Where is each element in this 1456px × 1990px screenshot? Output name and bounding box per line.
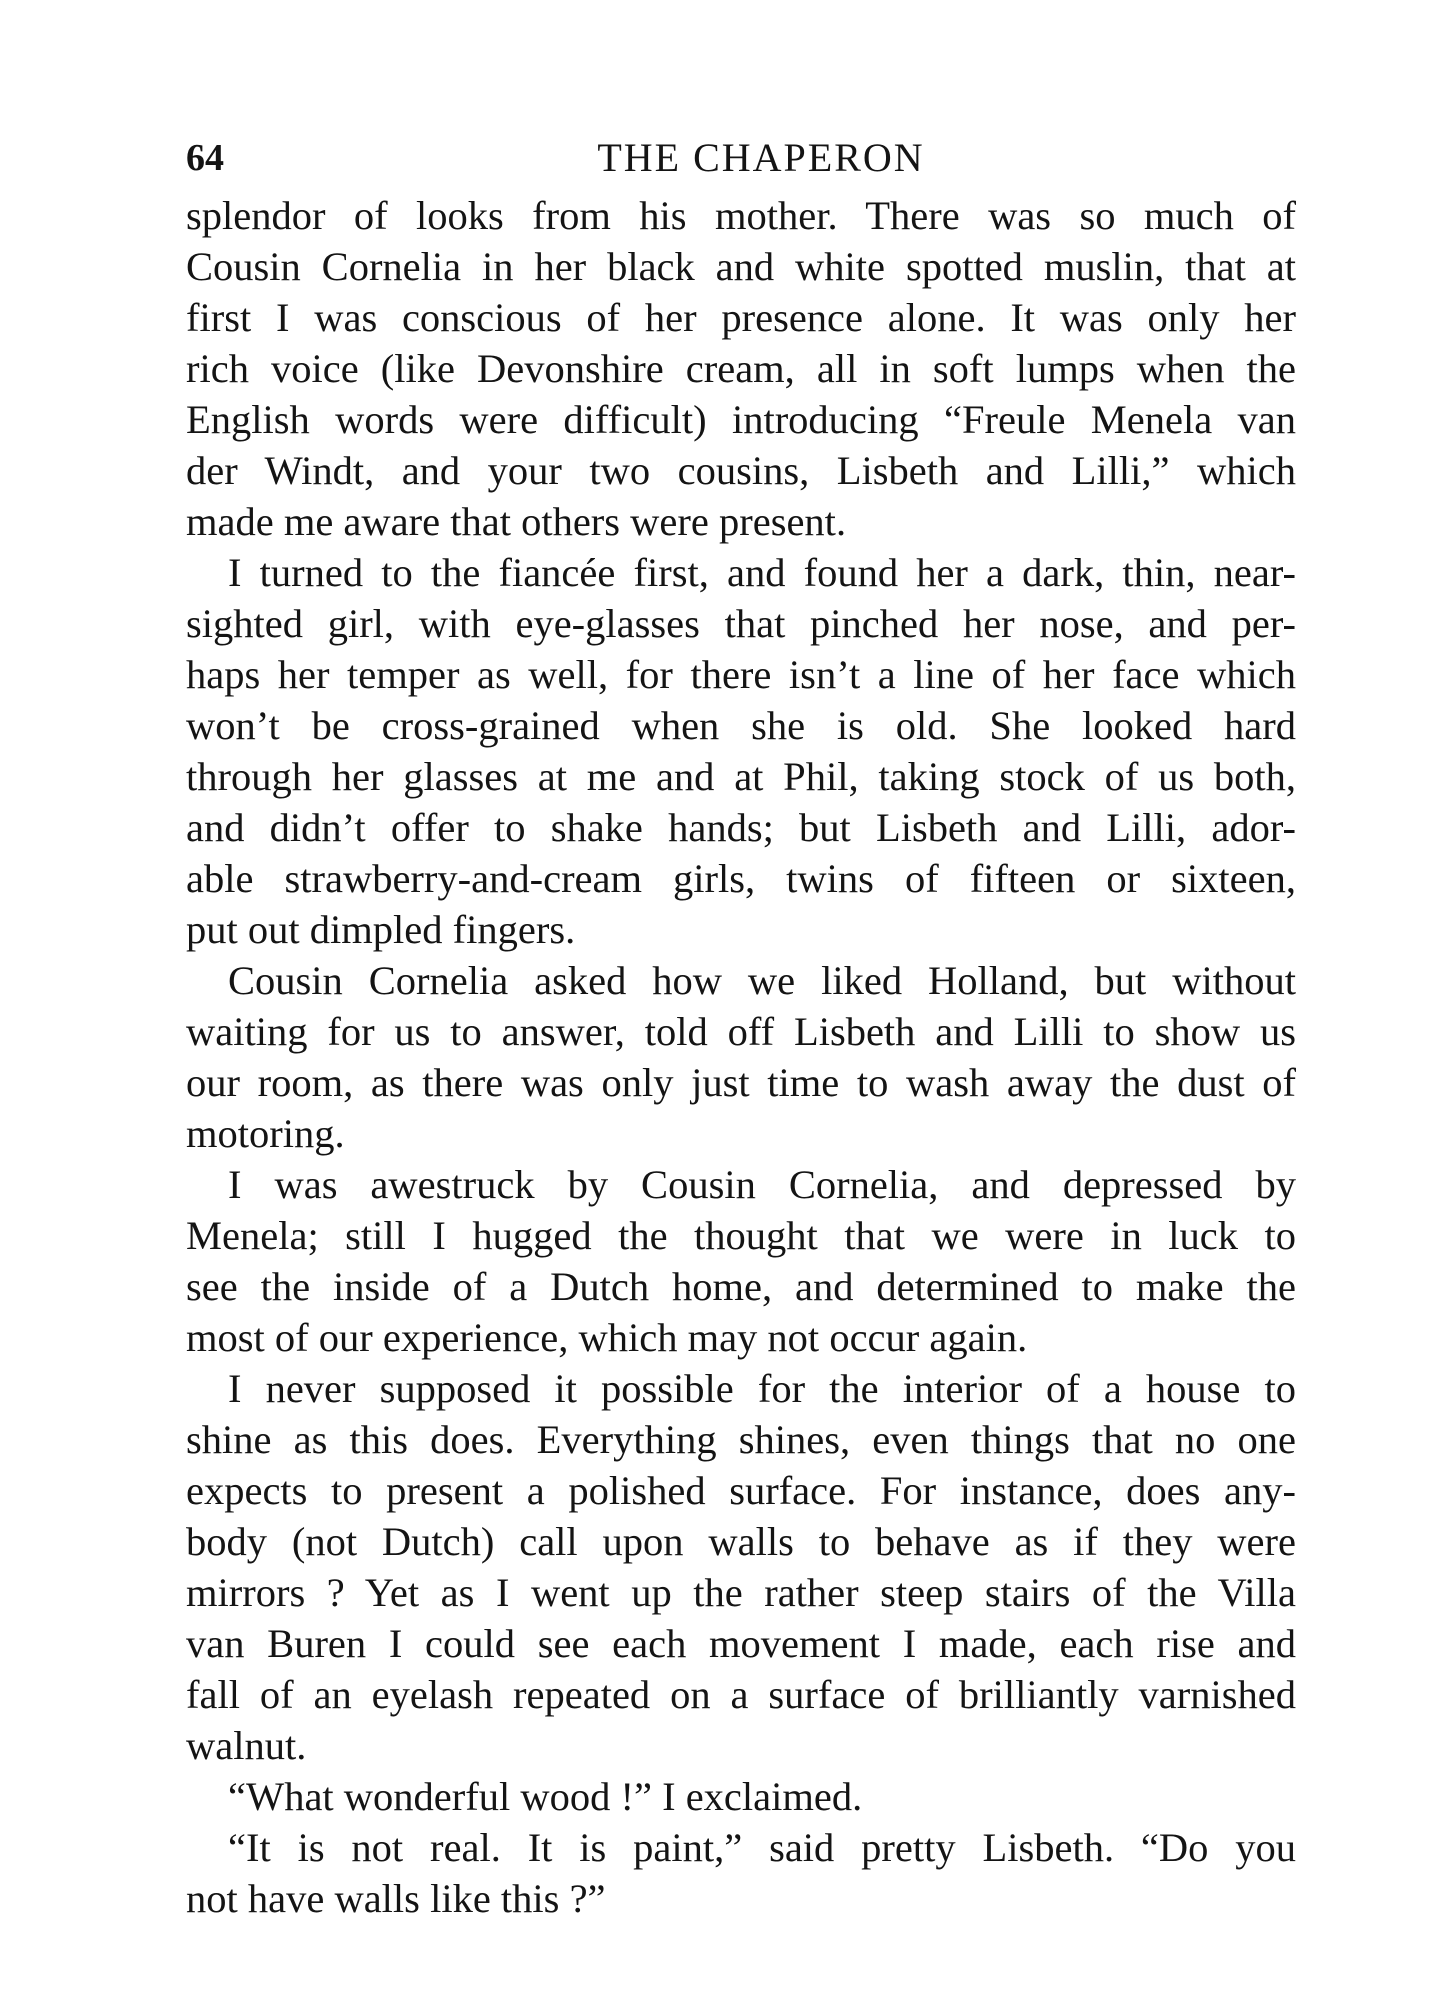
text-line: most of our experience, which may not occur again. [186, 1315, 1028, 1360]
text-line: through her glasses at me and at Phil, taking stock of us both, [186, 754, 1296, 799]
text-line: body (not Dutch) call upon walls to behave as if they were [186, 1519, 1296, 1564]
text-line: waiting for us to answer, told off Lisbeth and Lilli to show us [186, 1009, 1296, 1054]
text-line: and didn’t offer to shake hands; but Lisbeth and Lilli, ador- [186, 805, 1296, 850]
text-line: Cousin Cornelia in her black and white spotted muslin, that at [186, 244, 1296, 289]
text-line: Cousin Cornelia asked how we liked Holland, but without [228, 958, 1296, 1003]
text-line: not have walls like this ?” [186, 1876, 606, 1921]
text-line: first I was conscious of her presence alone. It was only her [186, 295, 1296, 340]
text-line: Menela; still I hugged the thought that we were in luck to [186, 1213, 1296, 1258]
text-line: fall of an eyelash repeated on a surface of brilliantly varnished [186, 1672, 1296, 1717]
text-line: splendor of looks from his mother. There was so much of [186, 193, 1296, 238]
text-line: won’t be cross-grained when she is old. She looked hard [186, 703, 1296, 748]
text-line: haps her temper as well, for there isn’t a line of her face which [186, 652, 1296, 697]
text-line: see the inside of a Dutch home, and determined to make the [186, 1264, 1296, 1309]
text-line: der Windt, and your two cousins, Lisbeth and Lilli,” which [186, 448, 1296, 493]
running-title: THE CHAPERON [597, 135, 925, 180]
text-line: put out dimpled fingers. [186, 907, 576, 952]
text-line: shine as this does. Everything shines, even things that no one [186, 1417, 1296, 1462]
text-line: “It is not real. It is paint,” said pretty Lisbeth. “Do you [228, 1825, 1296, 1870]
page-number: 64 [186, 137, 224, 179]
text-line: van Buren I could see each movement I made, each rise and [186, 1621, 1296, 1666]
text-line: our room, as there was only just time to wash away the dust of [186, 1060, 1296, 1105]
text-line: rich voice (like Devonshire cream, all in soft lumps when the [186, 346, 1296, 391]
text-line: motoring. [186, 1111, 345, 1156]
text-line: able strawberry-and-cream girls, twins of fifteen or sixteen, [186, 856, 1296, 901]
text-line: walnut. [186, 1723, 307, 1768]
text-line: expects to present a polished surface. For instance, does any- [186, 1468, 1296, 1513]
text-line: I never supposed it possible for the interior of a house to [228, 1366, 1296, 1411]
body-text [186, 190, 1296, 1924]
text-line: I was awestruck by Cousin Cornelia, and depressed by [228, 1162, 1296, 1207]
text-line: “What wonderful wood !” I exclaimed. [228, 1774, 863, 1819]
running-head [186, 128, 1296, 188]
text-line: I turned to the fiancée first, and found her a dark, thin, near- [228, 550, 1296, 595]
text-line: sighted girl, with eye-glasses that pinched her nose, and per- [186, 601, 1296, 646]
text-line: made me aware that others were present. [186, 499, 847, 544]
text-line: English words were difficult) introducing “Freule Menela van [186, 397, 1296, 442]
text-line: mirrors ? Yet as I went up the rather steep stairs of the Villa [186, 1570, 1296, 1615]
